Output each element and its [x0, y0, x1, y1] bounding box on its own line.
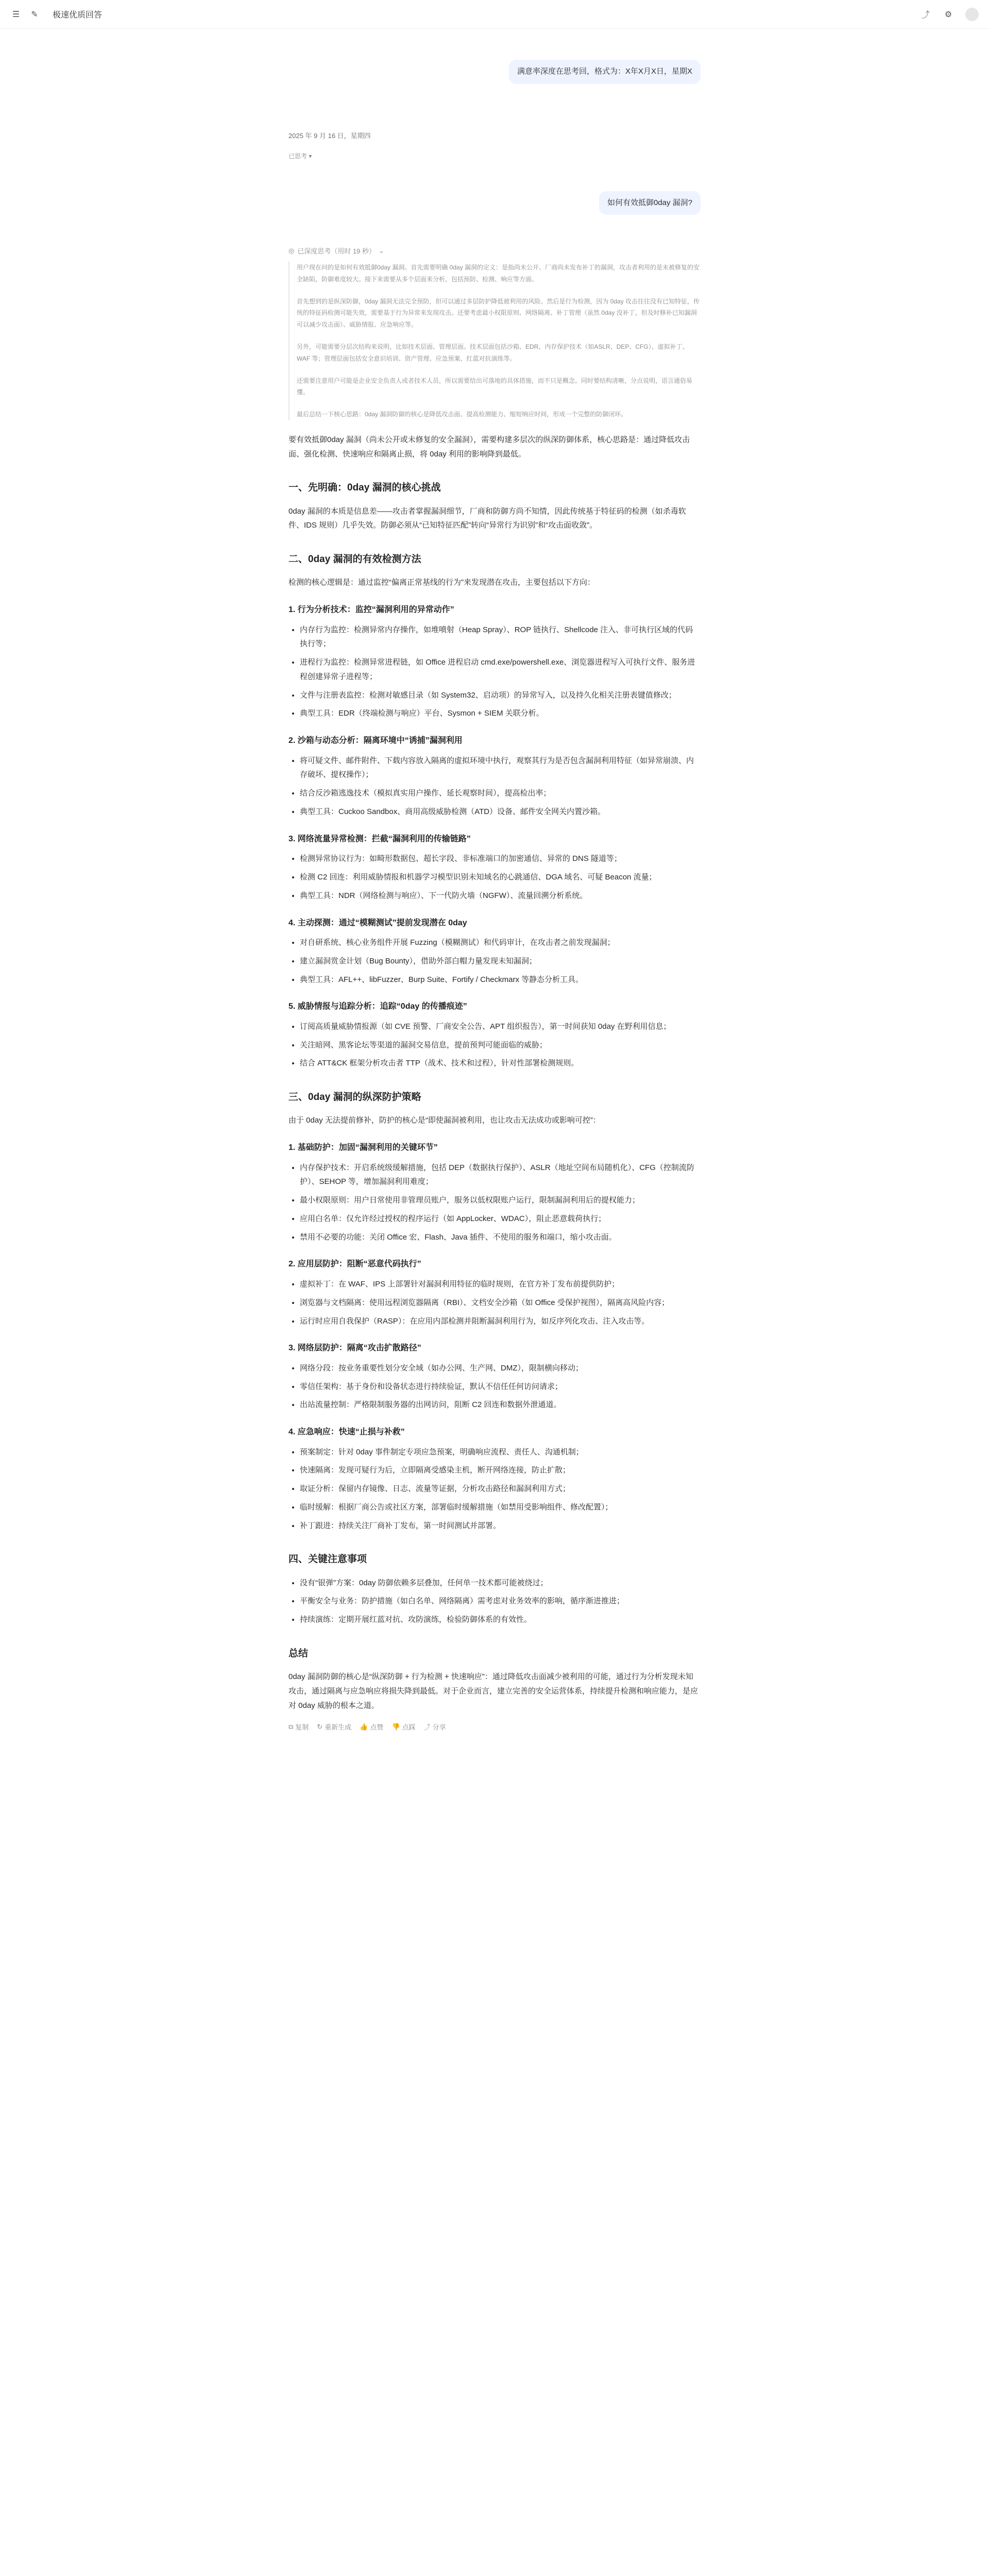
subsection-list	[288, 1161, 701, 1245]
thinking-icon: ◎	[288, 246, 295, 255]
message-actions	[288, 1722, 701, 1732]
list-item: • 结合 ATT&CK 框架分析攻击者 TTP（战术、技术和过程），针对性部署检测规则。	[300, 1056, 701, 1071]
thinking-paragraph: 另外，可能需要分层次结构来说明，比如技术层面、管理层面。技术层面包括沙箱、EDR、内存保护技术（如ASLR、DEP、CFG）、虚拟补丁、WAF 等；管理层面包括安全意识培训、资产管理、应急预案、红蓝对抗演练等。	[297, 343, 689, 362]
subsection-heading: 5. 威胁情报与追踪分析：追踪“0day 的传播痕迹”	[288, 1002, 467, 1011]
assistant-answer	[288, 433, 701, 1713]
section-heading: 三、0day 漏洞的纵深防护策略	[288, 1092, 421, 1103]
list-item: • 对自研系统、核心业务组件开展 Fuzzing（模糊测试）和代码审计，在攻击者之前发现漏洞；	[300, 936, 701, 950]
subsection-list	[288, 1361, 701, 1412]
subsection-list	[288, 936, 701, 987]
action-icon: ↻	[317, 1722, 323, 1731]
assistant-reply: 2025 年 9 月 16 日，星期四	[288, 131, 371, 140]
user-message-2: 如何有效抵御0day 漏洞?	[599, 191, 701, 215]
section-paragraph: 0day 漏洞防御的核心是“纵深防御 + 行为检测 + 快速响应”：通过降低攻击面减少被利用的可能，通过行为分析发现未知攻击，通过隔离与应急响应将损失降到最低。对于企业而言，建立完善的安全运营体系，持续提升检测和响应能力，是应对 0day 威胁的根本之道。	[288, 1672, 698, 1710]
settings-icon[interactable]: ⚙	[944, 10, 952, 19]
list-item: • 虚拟补丁：在 WAF、IPS 上部署针对漏洞利用特征的临时规则，在官方补丁发布前提供防护；	[300, 1277, 701, 1292]
user-message: 满意率深度在思考回，格式为：X年X月X日，星期X	[509, 60, 701, 84]
thinking-status[interactable]	[288, 151, 701, 160]
list-item: • 内存行为监控：检测异常内存操作，如堆喷射（Heap Spray）、ROP 链执行、Shellcode 注入、非可执行区域的代码执行等；	[300, 623, 701, 652]
list-item: • 零信任架构：基于身份和设备状态进行持续验证，默认不信任任何访问请求；	[300, 1380, 701, 1394]
list-item: • 应用白名单：仅允许经过授权的程序运行（如 AppLocker、WDAC），阻止恶意载荷执行；	[300, 1212, 701, 1226]
subsection-heading: 2. 沙箱与动态分析：隔离环境中“诱捕”漏洞利用	[288, 736, 463, 745]
list-item: • 快速隔离：发现可疑行为后，立即隔离受感染主机，断开网络连接，防止扩散；	[300, 1463, 701, 1478]
action-button[interactable]	[360, 1722, 383, 1732]
subsection-heading: 4. 主动探测：通过“模糊测试”提前发现潜在 0day	[288, 918, 467, 927]
thinking-paragraph: 还需要注意用户可能是企业安全负责人或者技术人员，所以需要给出可落地的具体措施，而不只是概念。同时要结构清晰，分点说明，语言通俗易懂。	[297, 377, 693, 396]
list-item: • 补丁跟进：持续关注厂商补丁发布，第一时间测试并部署。	[300, 1519, 701, 1533]
subsection-list	[288, 1020, 701, 1071]
section-heading: 一、先明确：0day 漏洞的核心挑战	[288, 482, 441, 494]
list-item: • 最小权限原则：用户日常使用非管理员账户，服务以低权限账户运行，限制漏洞利用后的提权能力；	[300, 1193, 701, 1208]
action-icon: 👎	[391, 1722, 400, 1731]
list-item: • 关注暗网、黑客论坛等渠道的漏洞交易信息，提前预判可能面临的威胁；	[300, 1038, 701, 1053]
thinking-content	[288, 262, 701, 420]
list-item: • 订阅高质量威胁情报源（如 CVE 预警、厂商安全公告、APT 组织报告），第一时间获知 0day 在野利用信息；	[300, 1020, 701, 1034]
list-item: • 检测 C2 回连：利用威胁情报和机器学习模型识别未知域名的心跳通信、DGA 域名、可疑 Beacon 流量；	[300, 870, 701, 885]
action-button[interactable]	[424, 1722, 446, 1732]
list-item: • 出站流量控制：严格限制服务器的出网访问，阻断 C2 回连和数据外泄通道。	[300, 1398, 701, 1412]
list-item: • 文件与注册表监控：检测对敏感目录（如 System32、启动项）的异常写入，以及持久化相关注册表键值修改；	[300, 688, 701, 703]
subsection-heading: 2. 应用层防护：阻断“恶意代码执行”	[288, 1260, 421, 1269]
list-item: • 浏览器与文档隔离：使用远程浏览器隔离（RBI）、文档安全沙箱（如 Office 受保护视图），隔离高风险内容；	[300, 1296, 701, 1310]
section-paragraph: 检测的核心逻辑是：通过监控“偏离正常基线的行为”来发现潜在攻击，主要包括以下方向：	[288, 578, 595, 587]
action-button[interactable]	[288, 1722, 309, 1732]
subsection-list	[288, 1445, 701, 1533]
thinking-paragraph: 最后总结一下核心思路：0day 漏洞防御的核心是降低攻击面、提高检测能力、缩短响应时间，形成一个完整的防御闭环。	[297, 411, 627, 418]
subsection-list	[288, 852, 701, 903]
action-icon: ⤴	[423, 1723, 431, 1732]
action-label: 重新生成	[325, 1723, 352, 1732]
list-item: • 运行时应用自我保护（RASP）：在应用内部检测并阻断漏洞利用行为，如反序列化攻击、注入攻击等。	[300, 1314, 701, 1329]
list-item: • 典型工具：EDR（终端检测与响应）平台、Sysmon + SIEM 关联分析。	[300, 706, 701, 721]
list-item: • 进程行为监控：检测异常进程链，如 Office 进程启动 cmd.exe/powershell.exe、浏览器进程写入可执行文件、服务进程创建异常子进程等；	[300, 655, 701, 684]
sidebar-toggle-icon[interactable]: ☰	[12, 10, 20, 19]
action-button[interactable]	[391, 1722, 415, 1732]
action-label: 分享	[432, 1723, 446, 1732]
subsection-list	[288, 754, 701, 819]
list-item: • 内存保护技术：开启系统级缓解措施，包括 DEP（数据执行保护）、ASLR（地址空间布局随机化）、CFG（控制流防护）、SEHOP 等，增加漏洞利用难度；	[300, 1161, 701, 1190]
action-label: 点赞	[370, 1723, 384, 1732]
thinking-paragraph: 用户现在问的是如何有效抵御0day 漏洞。首先需要明确 0day 漏洞的定义：是指尚未公开、厂商尚未发布补丁的漏洞，攻击者利用的是未被修复的安全缺陷，防御难度较大。接下来需要从多个层面来分析，包括预防、检测、响应等方面。	[297, 264, 700, 283]
answer-intro: 要有效抵御0day 漏洞（尚未公开或未修复的安全漏洞），需要构建多层次的纵深防御体系，核心思路是：通过降低攻击面、强化检测、快速响应和隔离止损，将 0day 利用的影响降到最低。	[288, 435, 690, 459]
subsection-list	[288, 1277, 701, 1328]
thinking-status-label: 已思考 ▾	[288, 152, 312, 160]
section-paragraph: 0day 漏洞的本质是信息差——攻击者掌握漏洞细节，厂商和防御方尚不知情，因此传统基于特征码的检测（如杀毒软件、IDS 规则）几乎失效。防御必须从“已知特征匹配”转向“异常行为识别”和“攻击面收敛”。	[288, 506, 686, 530]
list-item: • 没有“银弹”方案：0day 防御依赖多层叠加，任何单一技术都可能被绕过；	[300, 1576, 701, 1590]
subsection-list	[288, 623, 701, 721]
list-item: • 典型工具：AFL++、libFuzzer、Burp Suite、Fortify / Checkmarx 等静态分析工具。	[300, 973, 701, 987]
conversation-title: 极速优质回答	[53, 11, 103, 20]
thinking-paragraph: 首先想到的是纵深防御，0day 漏洞无法完全预防，但可以通过多层防护降低被利用的风险。然后是行为检测，因为 0day 攻击往往没有已知特征，传统的特征码检测可能失效，需要基于行为异常来发现攻击。还要考虑最小权限原则、网络隔离、补丁管理（虽然 0day 没补丁，但及时修补已知漏洞可以减少攻击面）、威胁情报、应急响应等。	[297, 297, 700, 329]
section-heading: 二、0day 漏洞的有效检测方法	[288, 554, 421, 565]
subsection-heading: 3. 网络层防护：隔离“攻击扩散路径”	[288, 1344, 421, 1353]
subsection-heading: 1. 基础防护：加固“漏洞利用的关键环节”	[288, 1143, 438, 1153]
list-item: • 持续演练：定期开展红蓝对抗、攻防演练，检验防御体系的有效性。	[300, 1613, 701, 1627]
section-heading: 总结	[288, 1648, 309, 1659]
list-item: • 建立漏洞赏金计划（Bug Bounty），借助外部白帽力量发现未知漏洞；	[300, 954, 701, 969]
avatar[interactable]	[965, 8, 979, 21]
list-item: • 临时缓解：根据厂商公告或社区方案，部署临时缓解措施（如禁用受影响组件、修改配置）；	[300, 1500, 701, 1515]
list-item: • 结合反沙箱逃逸技术（模拟真实用户操作、延长观察时间），提高检出率；	[300, 786, 701, 801]
subsection-heading: 1. 行为分析技术：监控“漏洞利用的异常动作”	[288, 605, 454, 614]
action-icon: ⧉	[288, 1722, 294, 1731]
action-button[interactable]	[317, 1722, 351, 1732]
top-bar	[0, 0, 989, 29]
thinking-label: 已深度思考（用时 19 秒）	[297, 247, 376, 255]
list-item: • 取证分析：保留内存镜像、日志、流量等证据，分析攻击路径和漏洞利用方式；	[300, 1482, 701, 1496]
list-item: • 网络分段：按业务重要性划分安全域（如办公网、生产网、DMZ），限制横向移动；	[300, 1361, 701, 1376]
action-label: 复制	[295, 1723, 309, 1732]
list-item: • 典型工具：Cuckoo Sandbox、商用高级威胁检测（ATD）设备、邮件安全网关内置沙箱。	[300, 805, 701, 819]
action-icon: 👍	[360, 1722, 368, 1731]
share-icon[interactable]: ⤴	[921, 11, 930, 20]
section-heading: 四、关键注意事项	[288, 1554, 367, 1565]
chevron-down-icon: ⌄	[379, 246, 384, 255]
subsection-heading: 4. 应急响应：快速“止损与补救”	[288, 1428, 405, 1437]
section-paragraph: 由于 0day 无法提前修补，防护的核心是“即使漏洞被利用，也让攻击无法成功或影响可控”：	[288, 1116, 601, 1125]
list-item: • 预案制定：针对 0day 事件制定专项应急预案，明确响应流程、责任人、沟通机制；	[300, 1445, 701, 1460]
list-item: • 将可疑文件、邮件附件、下载内容放入隔离的虚拟环境中执行，观察其行为是否包含漏洞利用特征（如异常崩溃、内存破坏、提权操作）；	[300, 754, 701, 783]
section-list	[288, 1576, 701, 1627]
thinking-header[interactable]	[288, 246, 701, 256]
list-item: • 禁用不必要的功能：关闭 Office 宏、Flash、Java 插件、不使用的服务和端口，缩小攻击面。	[300, 1230, 701, 1245]
list-item: • 平衡安全与业务：防护措施（如白名单、网络隔离）需考虑对业务效率的影响，循序渐进推进；	[300, 1594, 701, 1608]
list-item: • 检测异常协议行为：如畸形数据包、超长字段、非标准端口的加密通信、异常的 DNS 隧道等；	[300, 852, 701, 866]
new-chat-icon[interactable]: ✎	[31, 10, 38, 19]
list-item: • 典型工具：NDR（网络检测与响应）、下一代防火墙（NGFW）、流量回溯分析系统。	[300, 889, 701, 903]
action-label: 点踩	[402, 1723, 416, 1732]
subsection-heading: 3. 网络流量异常检测：拦截“漏洞利用的传输链路”	[288, 834, 471, 843]
chat-column	[288, 29, 701, 1732]
